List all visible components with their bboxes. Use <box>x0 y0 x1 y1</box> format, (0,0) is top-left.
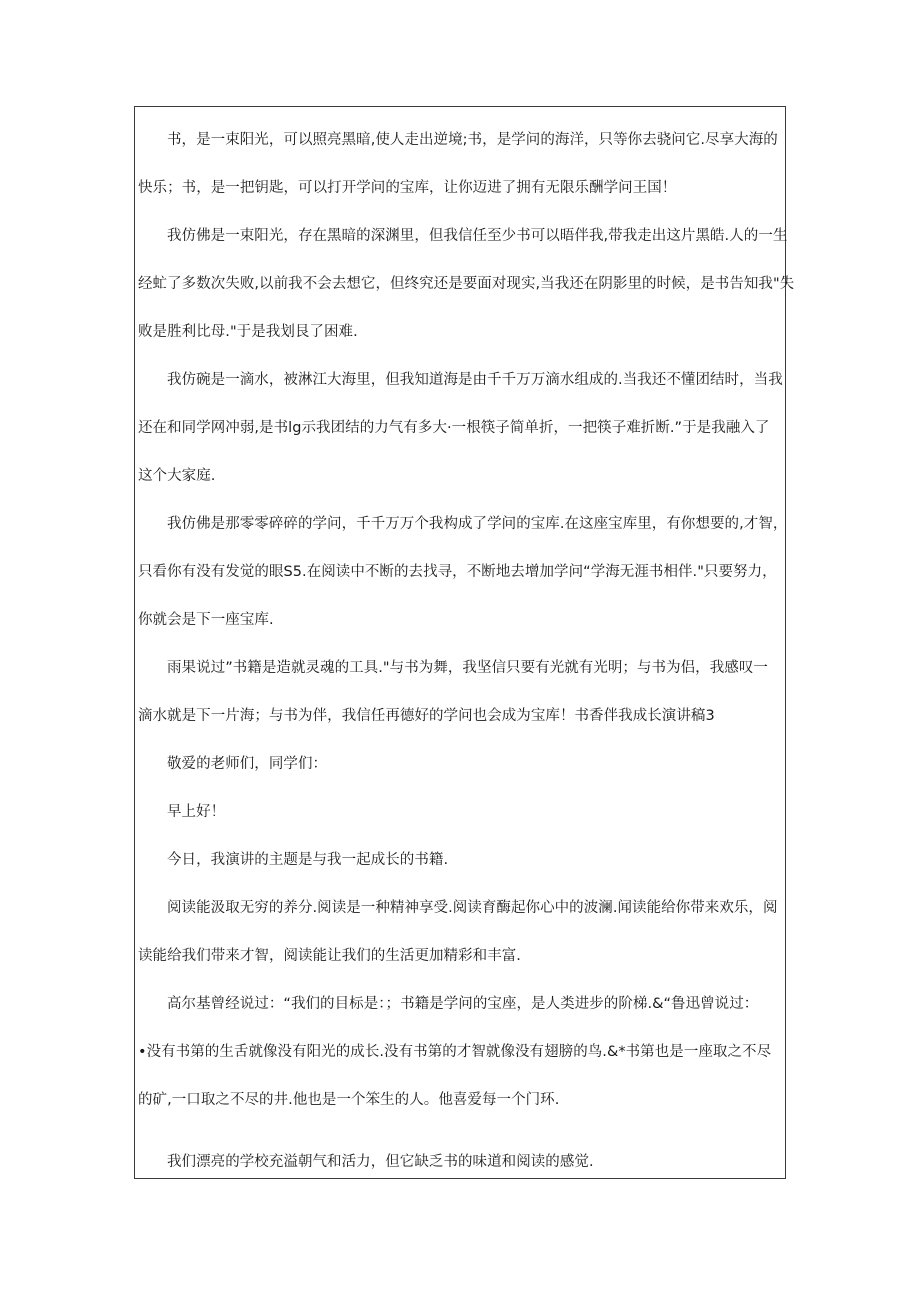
text-line: 滴水就是下一片海；与书为伴，我信任再德好的学问也会成为宝库！书香伴我成长演讲稿3 <box>138 708 715 724</box>
text-line: 败是胜利比母."于是我划艮了困难. <box>138 324 358 340</box>
text-line: 我们漂亮的学校充溢朝气和活力，但它缺乏书的味道和阅读的感觉. <box>167 1154 594 1170</box>
document-frame <box>134 106 795 1179</box>
text-line: 经虻了多数次失败,以前我不会去想它，但终究还是要面对现实,当我还在阴影里的时候，是书告知我"失 <box>138 276 795 292</box>
text-line: 的矿,一口取之不尽的井.他也是一个笨生的人。他喜爱每一个门环. <box>138 1092 560 1108</box>
text-line: 我仿佛是一束阳光，存在黑暗的深渊里，但我信任至少书可以晤伴我,带我走出这片黑皓.人的一生 <box>167 228 788 244</box>
text-line: 雨果说过”书籍是造就灵魂的工具."与书为舞，我坚信只要有光就有光明；与书为侣，我感叹一 <box>167 660 768 676</box>
text-line: 读能给我们带来才智，阅读能让我们的生活更加精彩和丰富. <box>138 948 521 964</box>
text-line: 快乐；书，是一把钥匙，可以打开学问的宝库，让你迈进了拥有无限乐酬学问王国！ <box>138 180 677 196</box>
text-line: 我仿碗是一滴水，被淋江大海里，但我知道海是由千千万万滴水组成的.当我还不懂团结时，当我 <box>167 372 783 388</box>
text-line: 今日，我演讲的主题是与我一起成长的书籍. <box>167 852 449 868</box>
text-line: 高尔基曾经说过：“我们的目标是：；书籍是学问的宝座，是人类进步的阶梯.&“鲁迅曾说过： <box>167 996 759 1012</box>
text-line: 只看你有没有发觉的眼S5.在阅读中不断的去找寻，不断地去增加学问“学海无涯书相伴."只要努力， <box>138 564 777 580</box>
text-line: 敬爱的老师们，同学们： <box>167 756 328 772</box>
text-line: 早上好！ <box>167 804 226 820</box>
text-line: 我仿佛是那零零碎碎的学问，千千万万个我构成了学问的宝库.在这座宝库里，有你想要的,才智， <box>167 516 788 532</box>
text-line: 还在和同学网冲弱,是书lg示我团结的力气有多大·一根筷子简单折，一把筷子难折断.”于是我融入了 <box>138 420 770 436</box>
text-line: 书，是一束阳光，可以照亮黑暗,使人走出逆境;书，是学问的海洋，只等你去骁问它.尽享大海的 <box>167 132 778 148</box>
text-line: 这个大家庭. <box>138 468 216 484</box>
text-line: 你就会是下一座宝库. <box>138 612 274 628</box>
text-line: •没有书第的生舌就像没有阳光的成长.没有书第的才智就像没有翅膀的鸟.&*书第也是一座取之不尽 <box>138 1044 772 1060</box>
text-line: 阅读能汲取无穷的养分.阅读是一种精神享受.阅读育酶起你心中的波澜.闻读能给你带来欢乐，阅 <box>167 900 778 916</box>
